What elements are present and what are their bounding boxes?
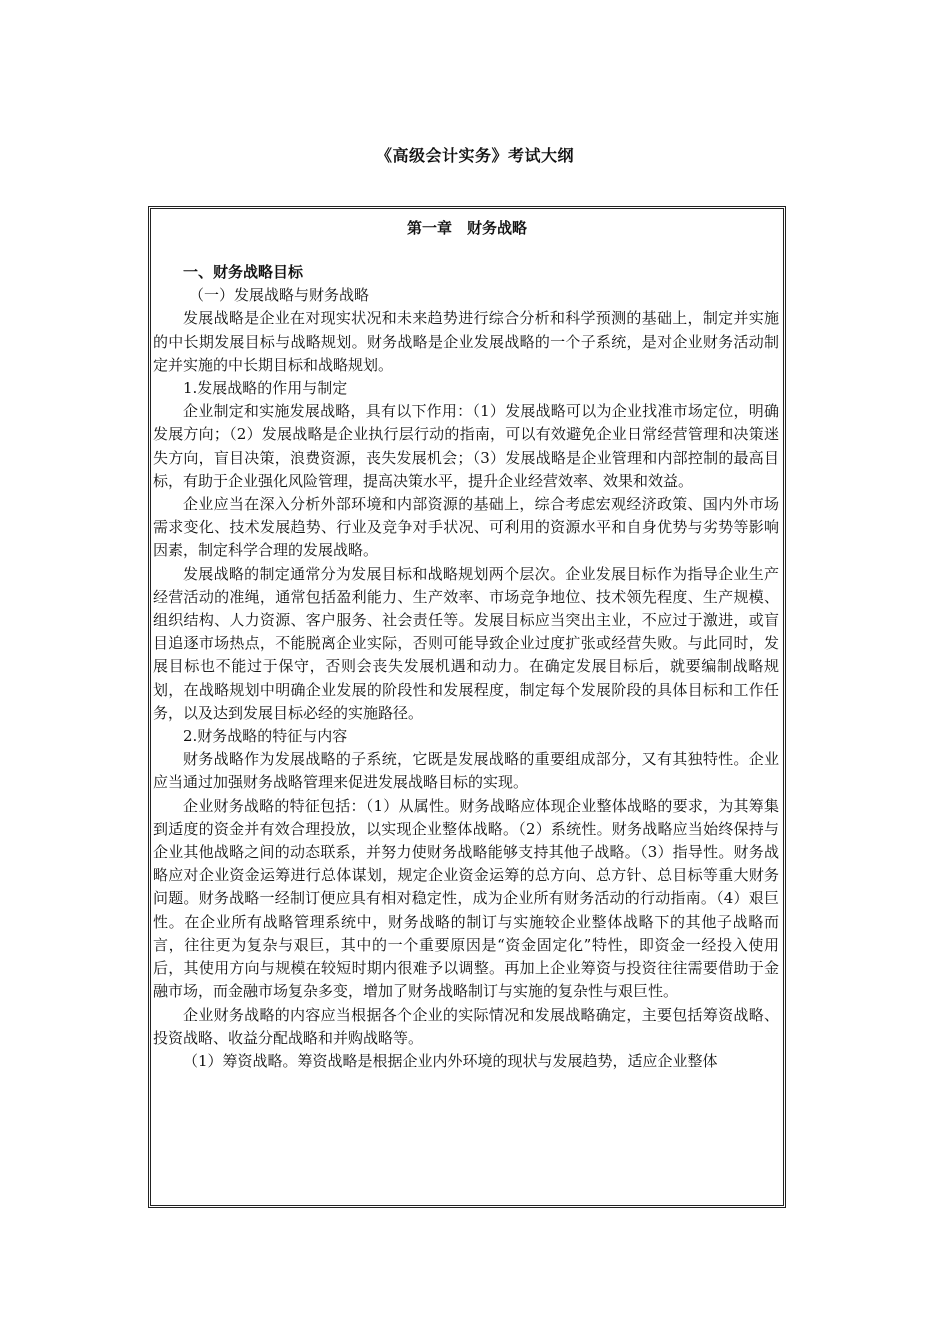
item-heading: 2.财务战略的特征与内容 (183, 727, 348, 746)
paragraph: 发展战略是企业在对现实状况和未来趋势进行综合分析和科学预测的基础上，制定并实施的中长期发展目标与战略规划。财务战略是企业发展战略的一个子系统，是对企业财务活动制定并实施的中长期目标和战略规划。 (153, 309, 779, 374)
paragraph: 财务战略作为发展战略的子系统，它既是发展战略的重要组成部分，又有其独特性。企业应当通过加强财务战略管理来促进发展战略目标的实现。 (153, 750, 779, 792)
paragraph: 企业制定和实施发展战略，具有以下作用：（1）发展战略可以为企业找准市场定位，明确发展方向；（2）发展战略是企业执行层行动的指南，可以有效避免企业日常经营管理和决策迷失方向，盲目决策，浪费资源，丧失发展机会；（3）发展战略是企业管理和内部控制的最高目标，有助于企业强化风险管理，提高决策水平，提升企业经营效率、效果和效益。 (153, 402, 779, 490)
page-title: 《高级会计实务》考试大纲 (375, 146, 574, 165)
chapter-heading: 第一章 财务战略 (406, 219, 527, 237)
content-frame (148, 206, 786, 1208)
subsection-heading: （一）发展战略与财务战略 (189, 286, 370, 305)
paragraph: 企业财务战略的特征包括：（1）从属性。财务战略应体现企业整体战略的要求，为其筹集到适度的资金并有效合理投放，以实现企业整体战略。（2）系统性。财务战略应当始终保持与企业其他战略之间的动态联系，并努力使财务战略能够支持其他子战略。（3）指导性。财务战略应对企业资金运筹进行总体谋划，规定企业资金运筹的总方向、总方针、总目标等重大财务问题。财务战略一经制订便应具有相对稳定性，成为企业所有财务活动的行动指南。（4）艰巨性。在企业所有战略管理系统中，财务战略的制订与实施较企业整体战略下的其他子战略而言，往往更为复杂与艰巨，其中的一个重要原因是“资金固定化”特性，即资金一经投入使用后，其使用方向与规模在较短时期内很难予以调整。再加上企业筹资与投资往往需要借助于金融市场，而金融市场复杂多变，增加了财务战略制订与实施的复杂性与艰巨性。 (153, 796, 779, 1001)
paragraph: 企业应当在深入分析外部环境和内部资源的基础上，综合考虑宏观经济政策、国内外市场需求变化、技术发展趋势、行业及竞争对手状况、可利用的资源水平和自身优势与劣势等影响因素，制定科学合理的发展战略。 (153, 495, 779, 560)
paragraph: 企业财务战略的内容应当根据各个企业的实际情况和发展战略确定，主要包括筹资战略、投资战略、收益分配战略和并购战略等。 (153, 1005, 779, 1047)
paragraph: （1）筹资战略。筹资战略是根据企业内外环境的现状与发展趋势，适应企业整体 (183, 1051, 718, 1070)
section-heading: 一、财务战略目标 (183, 263, 304, 281)
paragraph: 发展战略的制定通常分为发展目标和战略规划两个层次。企业发展目标作为指导企业生产经营活动的准绳，通常包括盈利能力、生产效率、市场竞争地位、技术领先程度、生产规模、组织结构、人力资源、客户服务、社会责任等。发展目标应当突出主业，不应过于激进，或盲目追逐市场热点，不能脱离企业实际，否则可能导致企业过度扩张或经营失败。与此同时，发展目标也不能过于保守，否则会丧失发展机遇和动力。在确定发展目标后，就要编制战略规划，在战略规划中明确企业发展的阶段性和发展程度，制定每个发展阶段的具体目标和工作任务，以及达到发展目标必经的实施路径。 (153, 564, 779, 722)
item-heading: 1.发展战略的作用与制定 (183, 379, 348, 398)
chapter-content (153, 261, 779, 1073)
